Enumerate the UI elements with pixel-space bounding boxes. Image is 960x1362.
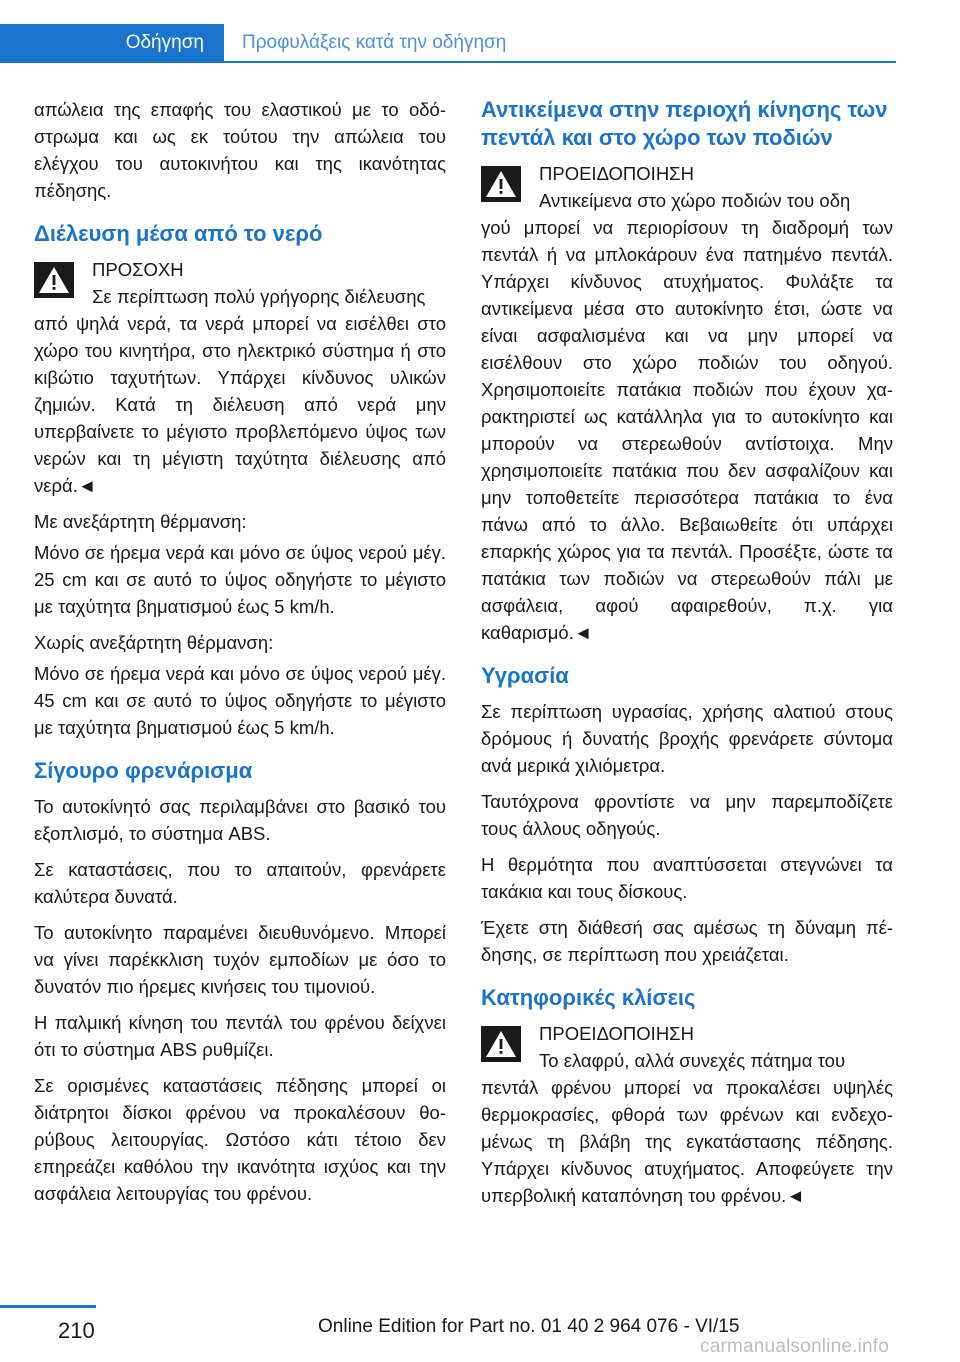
section-tab[interactable] <box>224 24 506 62</box>
warning-title: ΠΡΟΕΙΔΟΠΟΙΗΣΗ <box>539 163 694 184</box>
left-column <box>34 96 446 1216</box>
humidity-paragraph-3: Η θερμότητα που αναπτύσσεται στεγνώνει τα τακάκια και τους δίσκους. <box>481 854 893 902</box>
chapter-tab[interactable] <box>0 24 224 62</box>
warning-title: ΠΡΟΕΙΔΟΠΟΙΗΣΗ <box>539 1023 694 1044</box>
no-heater-text: Μόνο σε ήρεμα νερά και μόνο σε ύψος νερού μέγ. 45 cm και σε αυτό το ύψος οδηγήστε το μέγιστο με ταχύτητα βηματισμού έως 5 km/h. <box>34 663 446 738</box>
caution-first-line: Σε περίπτωση πολύ γρήγορης διέλευσης <box>92 286 426 307</box>
humidity-paragraph-1: Σε περίπτωση υγρασίας, χρήσης αλατιού στους δρόμους ή δυνατής βροχής φρενάρετε σύντομα ανά μερικά χιλιόμετρα. <box>481 701 893 776</box>
humidity-paragraph-2: Ταυτόχρονα φροντίστε να μην παρεμποδίζετε τους άλλους οδηγούς. <box>481 791 893 839</box>
heading-water-crossing: Διέλευση μέσα από το νερό <box>34 221 323 246</box>
heading-downhill: Κατηφορικές κλίσεις <box>481 985 696 1010</box>
humidity-paragraph-4: Έχετε στη διάθεσή σας αμέσως τη δύναμη πέδησης, σε περίπτωση που χρειάζεται. <box>481 917 893 965</box>
chapter-tab-label: Οδήγηση <box>125 32 204 53</box>
watermark: carmanualsonline.info <box>700 1336 890 1357</box>
footer-divider <box>0 1305 96 1308</box>
braking-paragraph-4: Η παλμική κίνηση του πεντάλ του φρένου δείχνει ότι το σύστημα ABS ρυθμίζει. <box>34 1012 446 1060</box>
warning-box-footwell <box>481 160 893 646</box>
warning-triangle-icon <box>34 262 74 298</box>
braking-paragraph-3: Το αυτοκίνητο παραμένει διευθυνόμενο. Μπορεί να γίνει παρέκκλιση τυχόν εμποδίων με όσο το δυνατόν πιο ήρεμες κινήσεις του τιμονιού. <box>34 922 446 997</box>
heater-text: Μόνο σε ήρεμα νερά και μόνο σε ύψος νερού μέγ. 25 cm και σε αυτό το ύψος οδηγήστε το μέγιστο με ταχύτητα βηματισμού έως 5 km/h. <box>34 542 446 617</box>
braking-paragraph-5: Σε ορισμένες καταστάσεις πέδησης μπορεί οι διάτρητοι δίσκοι φρένου να προκαλέσουν θορύβους λειτουργίας. Ωστόσο κάτι τέτοιο δεν επηρεάζει καθόλου την ικανότητα ισχύος και την ασφάλεια λειτουργίας του φρένου. <box>34 1075 446 1204</box>
no-heater-label: Χωρίς ανεξάρτητη θέρμανση: <box>34 632 274 653</box>
heading-footwell-objects: Αντικείμενα στην περιοχή κίνησης των πεντάλ και στο χώρο των ποδιών <box>481 97 888 150</box>
warning-triangle-icon <box>481 166 521 202</box>
caution-title: ΠΡΟΣΟΧΗ <box>92 259 184 280</box>
header-divider <box>0 61 896 63</box>
page-header <box>0 0 960 64</box>
braking-paragraph-2: Σε καταστάσεις, που το απαιτούν, φρενάρετε καλύτερα δυνατά. <box>34 859 446 907</box>
page-number: 210 <box>58 1318 95 1343</box>
warning-first-line: Το ελαφρύ, αλλά συνεχές πάτημα του <box>539 1050 846 1071</box>
caution-text: από ψηλά νερά, τα νερά μπορεί να εισέλθει στο χώρο του κινητήρα, στο ηλεκτρικό σύστημα ή στο κιβώτιο ταχυτήτων. Υπάρχει κίνδυνος υλικών ζημιών. Κατά τη διέλευση από νερά μην υπερβαίνετε το μέγιστο προβλεπόμενο ύψος των νερών και τη μέγιστη ταχύτητα διέλευσης από νερά.◄ <box>34 313 446 496</box>
heater-label: Με ανεξάρτητη θέρμανση: <box>34 511 247 532</box>
heading-humidity: Υγρασία <box>481 663 569 688</box>
warning-text: πεντάλ φρένου μπορεί να προκαλέσει υψηλές θερμοκρασίες, φθορά των φρένων και ενδεχομένως τη βλάβη της εγκατάστασης πέδησης. Υπάρχει κίνδυνος ατυχήματος. Αποφεύγετε την υπερβολική καταπόνηση του φρένου.◄ <box>481 1077 893 1206</box>
right-column <box>481 96 893 1218</box>
warning-text: γού μπορεί να περιορίσουν τη διαδρομή των πεντάλ ή να μπλοκάρουν ένα πατημένο πεντάλ. Υπάρχει κίνδυνος ατυχήματος. Φυλάξτε τα αντικείμενα μέσα στο αυτοκίνητο έτσι, ώστε να είναι ασφαλισμένα και να μην μπορεί να εισέλθουν στο χώρο ποδιών του οδηγού. Χρησιμοποιείτε πατάκια ποδιών που έχουν χαρακτηριστεί ως κατάλληλα για το αυτοκίνητο και μπορούν να στερεωθούν αντίστοιχα. Μην χρησιμοποιείτε πατάκια που δεν ασφαλίζουν και μην τοποθετείτε περισσότερα πατάκια το ένα πάνω από το άλλο. Βεβαιωθείτε ότι υπάρχει επαρκής χώρος για τα πεντάλ. Προσέξτε, ώστε τα πατάκια των ποδιών να στερεωθούν πάλι με ασφάλεια, αφού αφαιρεθούν, π.χ. για καθαρισμό.◄ <box>481 217 893 643</box>
warning-triangle-icon <box>481 1026 521 1062</box>
warning-box-downhill <box>481 1020 893 1209</box>
heading-safe-braking: Σίγουρο φρενάρισμα <box>34 758 253 783</box>
warning-first-line: Αντικείμενα στο χώρο ποδιών του οδη <box>539 190 851 211</box>
edition-note: Online Edition for Part no. 01 40 2 964 076 - VI/15 <box>318 1316 740 1337</box>
section-tab-label: Προφυλάξεις κατά την οδήγηση <box>242 32 507 53</box>
braking-paragraph-1: Το αυτοκίνητό σας περιλαμβάνει στο βασικό του εξοπλισμό, το σύστημα ABS. <box>34 796 446 844</box>
caution-box <box>34 256 446 499</box>
intro-paragraph: απώλεια της επαφής του ελαστικού με το οδόστρωμα και ως εκ τούτου την απώλεια του ελέγχου του αυτοκινήτου και της ικανότητας πέδησης. <box>34 99 446 201</box>
